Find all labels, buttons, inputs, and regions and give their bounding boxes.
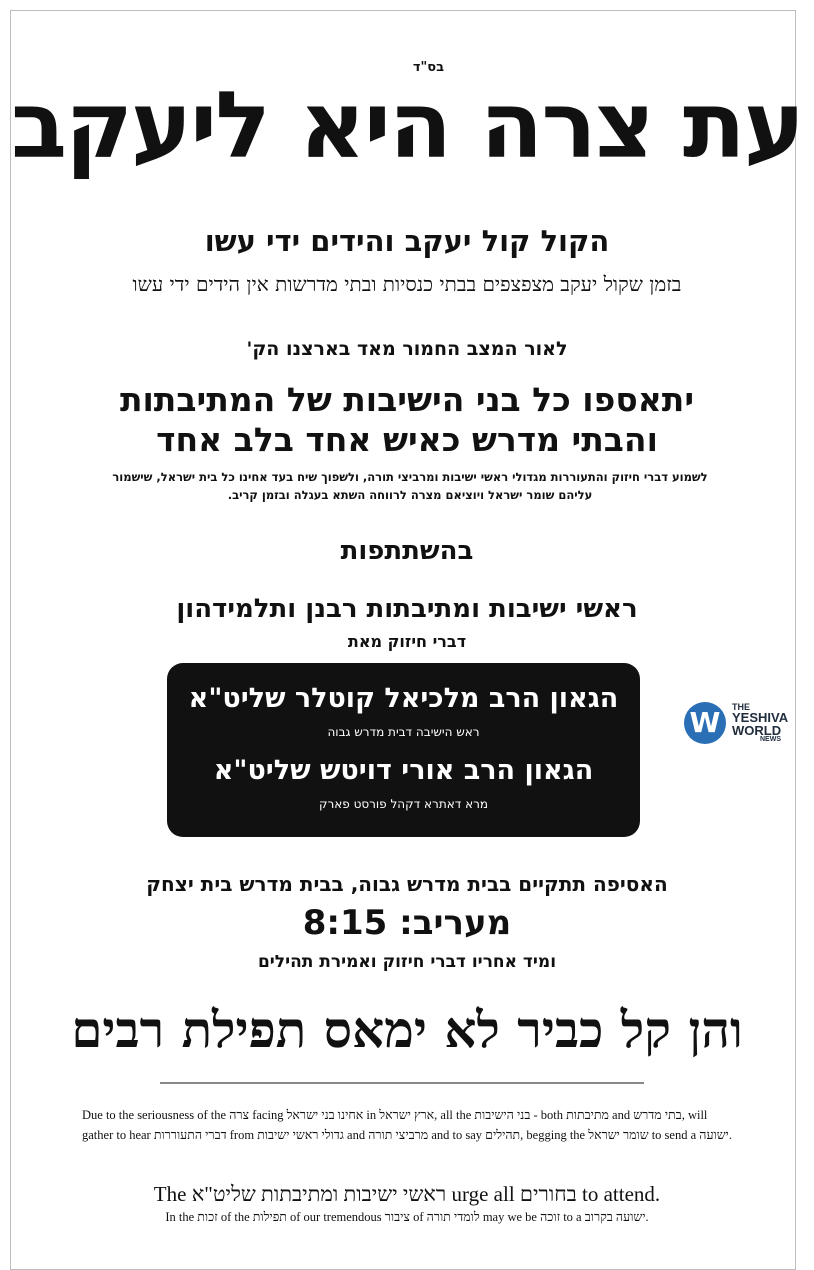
english-paragraph-1: Due to the seriousness of the צרה facing אחינו בני ישראל in ארץ ישראל, all the בני הישיבות - both מתיבתות and בתי מדרש, will gather to hear דברי התעוררות from גדולי ראשי ישיבות and מרביצי תורה and to say תהילים, begging the שומר ישראל to send a ישועה.: [82, 1108, 732, 1142]
watermark-line-4: NEWS: [760, 736, 781, 743]
call-details: לשמוע דברי חיזוק והתעוררות מגדולי ראשי ישיבות ומרביצי תורה, ולשפוך שיח בעד אחינו כל בית ישראל, שישמור עליהם שומר ישראל ויוציאם מצרה לרווחה השתא בעגלה ובזמן קריב.: [112, 470, 708, 502]
call-line-2: והבתי מדרש כאיש אחד בלב אחד: [156, 420, 658, 459]
call-lead: לאור המצב החמור מאד בארצנו הק': [246, 338, 568, 360]
divider: [160, 1082, 644, 1084]
call-line-1: יתאספו כל בני הישיבות של המתיבתות: [119, 380, 695, 419]
english-paragraph-2: The ראשי ישיבות ומתיבתות שליט"א urge all בחורים to attend.: [153, 1182, 661, 1206]
yeshiva-world-watermark: [684, 700, 814, 746]
watermark-line-2: YESHIVA: [732, 710, 789, 725]
speakers-heading: דברי חיזוק מאת: [347, 632, 467, 651]
speaker-1-title: ראש הישיבה דבית מדרש גבוה: [327, 725, 480, 739]
watermark-line-3: WORLD: [732, 723, 782, 738]
event-after: ומיד אחריו דברי חיזוק ואמירת תהילים: [257, 952, 557, 972]
call-headline: [0, 380, 814, 460]
subtitle-note: בזמן שקול יעקב מצפצפים בבתי כנסיות ובתי מדרשות אין הידים ידי עשו: [132, 272, 682, 296]
closing-verse: והן קל כביר לא ימאס תפילת רבים: [71, 1000, 743, 1059]
subtitle: הקול קול יעקב והידים ידי עשו: [204, 224, 610, 258]
yeshiva-world-logo-icon: W: [684, 702, 726, 744]
main-title: עת צרה היא ליעקב: [10, 72, 803, 179]
event-location: האסיפה תתקיים בבית מדרש גבוה, בבית מדרש בית יצחק: [146, 872, 668, 896]
watermark-line-1: THE: [732, 702, 750, 712]
speaker-1-name: הגאון הרב מלכיאל קוטלר שליט"א: [188, 683, 619, 714]
bsd-mark: בס"ד: [412, 60, 444, 75]
speakers-box: [167, 663, 640, 837]
participation-list: ראשי ישיבות ומתיבתות רבנן ותלמידהון: [176, 594, 638, 624]
maariv-time: מעריב: 8:15: [302, 903, 512, 943]
speaker-2-title: מרא דאתרא דקהל פורסט פארק: [318, 797, 489, 811]
speaker-2-name: הגאון הרב אורי דויטש שליט"א: [213, 755, 594, 786]
english-paragraph-3: In the זכות of the תפילות of our tremendous ציבור of לומדי תורה may we be זוכה to a ישועה בקרוב.: [165, 1210, 649, 1224]
participation-heading: בהשתתפות: [340, 536, 474, 566]
